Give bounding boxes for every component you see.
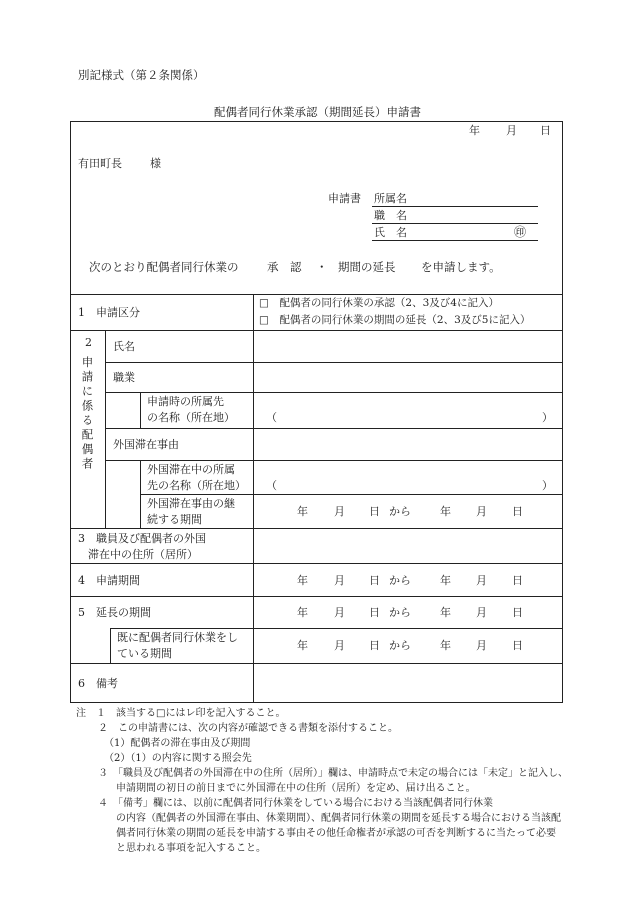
apply-period-month2: 月 [476, 574, 487, 587]
note-2-item2: （2）（1）の内容に関する照会先 [104, 753, 252, 764]
note-4: ４ 「備考」欄には、以前に配偶者同行休業をしている場合における当該配偶者同行休業 [98, 798, 493, 809]
position-field[interactable] [372, 223, 538, 224]
intro-suffix: を申請します。 [421, 260, 501, 274]
affiliation-field[interactable] [372, 206, 538, 207]
rule-already-top [110, 628, 563, 629]
reason-period-from: から [389, 505, 411, 518]
rule-row2-top [70, 330, 563, 331]
rule-row1-top [70, 294, 563, 295]
rule-affil-bottom [105, 428, 563, 429]
extend-period-year2: 年 [440, 606, 451, 619]
affil-label-line2: の名称（所在地） [147, 411, 235, 424]
affil-paren-close: ） [542, 411, 553, 424]
reason-period-month1: 月 [334, 505, 345, 518]
note-2: ２ この申請書には、次の内容が確認できる書類を添付すること。 [98, 723, 398, 734]
addressee-honorific: 様 [150, 157, 161, 170]
extend-period-day1: 日 [369, 606, 380, 619]
rule-foreign-indent [140, 460, 141, 528]
apply-period-day1: 日 [369, 574, 380, 587]
already-label-line2: ている期間 [117, 647, 172, 660]
apply-period-from: から [389, 574, 411, 587]
page-title: 配偶者同行休業承認（期間延長）申請書 [214, 105, 421, 119]
rule-already-indent [110, 628, 111, 663]
note-3: ３ 「職員及び配偶者の外国滞在中の住所（居所）」欄は、申請時点で未定の場合には「未定」と記入し、 [98, 768, 568, 779]
rule-reason-bottom [105, 460, 563, 461]
addressee-name: 有田町長 [78, 157, 122, 170]
spouse-occupation-label: 職業 [113, 371, 135, 384]
reason-period-year2: 年 [440, 505, 451, 518]
note-4-cont1: の内容（配偶者の外国滞在事由、休業期間）、配偶者同行休業の期間を延長する場合における当該配 [116, 813, 561, 824]
apply-period-month1: 月 [334, 574, 345, 587]
reason-label: 外国滞在事由 [113, 438, 179, 451]
row6-label: 6 備考 [78, 677, 118, 690]
already-period-month2: 月 [476, 639, 487, 652]
already-label-line1: 既に配偶者同行休業をし [117, 631, 238, 644]
checkbox-extension[interactable]: □ 配偶者の同行休業の期間の延長（2、3及び5に記入） [259, 314, 531, 326]
row4-label: 4 申請期間 [78, 574, 140, 587]
intro-option-extension: 期間の延長 [338, 260, 396, 274]
note-4-cont3: と思われる事項を記入すること。 [116, 843, 266, 854]
extend-period-from: から [389, 606, 411, 619]
rule-occupation-bottom [105, 392, 563, 393]
note-2-item1: （1）配偶者の滞在事由及び期間 [104, 738, 251, 749]
apply-period-day2: 日 [512, 574, 523, 587]
reason-period-line2: 続する期間 [147, 513, 202, 526]
applicant-label: 申請書 [328, 192, 361, 205]
date-year: 年 [469, 124, 480, 137]
affil-label-line1: 申請時の所属先 [147, 395, 224, 408]
name-field[interactable] [372, 240, 538, 241]
row2-vertical-label: 申請に係る配偶者 [80, 356, 95, 472]
rule-row3-top [70, 528, 563, 529]
rule-row6-top [70, 663, 563, 664]
date-day: 日 [540, 124, 551, 137]
already-period-year1: 年 [297, 639, 308, 652]
name-label: 氏 名 [374, 226, 407, 239]
affiliation-label: 所属名 [374, 192, 407, 205]
reason-period-line1: 外国滞在事由の継 [147, 497, 235, 510]
extend-period-month2: 月 [476, 606, 487, 619]
intro-dot: ・ [316, 260, 328, 274]
reason-period-month2: 月 [476, 505, 487, 518]
rule-row4-top [70, 563, 563, 564]
extend-period-day2: 日 [512, 606, 523, 619]
apply-period-year2: 年 [440, 574, 451, 587]
affil-paren-open: （ [266, 411, 277, 424]
reason-period-day1: 日 [369, 505, 380, 518]
row3-label-line1: 3 職員及び配偶者の外国 [78, 532, 206, 545]
rule-affil-indent [140, 392, 141, 428]
already-period-day2: 日 [512, 639, 523, 652]
extend-period-year1: 年 [297, 606, 308, 619]
intro-prefix: 次のとおり配偶者同行休業の [89, 260, 239, 274]
foreign-paren-close: ） [542, 479, 553, 492]
foreign-paren-open: （ [266, 479, 277, 492]
reason-period-year1: 年 [297, 505, 308, 518]
already-period-day1: 日 [369, 639, 380, 652]
already-period-from: から [389, 639, 411, 652]
extend-period-month1: 月 [334, 606, 345, 619]
apply-period-year1: 年 [297, 574, 308, 587]
position-label: 職 名 [374, 209, 407, 222]
note-4-cont2: 偶者同行休業の期間の延長を申請する事由その他任命権者が承認の可否を判断するに当たって必要 [116, 828, 556, 839]
row2-number: 2 [85, 336, 92, 349]
note-3-cont: 申請期間の初日の前日までに外国滞在中の住所（居所）を定め、届け出ること。 [116, 783, 476, 794]
row5-label: 5 延長の期間 [78, 606, 151, 619]
form-label: 別記様式（第２条関係） [78, 68, 205, 82]
reason-period-day2: 日 [512, 505, 523, 518]
already-period-year2: 年 [440, 639, 451, 652]
seal-mark: ㊞ [514, 225, 527, 239]
row1-label: 1 申請区分 [78, 306, 140, 319]
rule-group-column [105, 330, 106, 528]
intro-option-approval: 承 認 [267, 260, 302, 274]
rule-value-column [253, 294, 254, 703]
foreign-affil-line1: 外国滞在中の所属 [147, 463, 235, 476]
already-period-month1: 月 [334, 639, 345, 652]
rule-row5-top [70, 596, 563, 597]
note-1: 注 １ 該当する□にはレ印を記入すること。 [76, 708, 286, 719]
foreign-affil-line2: 先の名称（所在地） [147, 479, 246, 492]
rule-name-bottom [105, 362, 563, 363]
checkbox-approval[interactable]: □ 配偶者の同行休業の承認（2、3及び4に記入） [259, 297, 499, 309]
date-month: 月 [506, 124, 517, 137]
spouse-name-label: 氏名 [113, 340, 135, 353]
row3-label-line2: 滞在中の住所（居所） [88, 548, 198, 561]
rule-foreign-affil-bottom [140, 494, 563, 495]
